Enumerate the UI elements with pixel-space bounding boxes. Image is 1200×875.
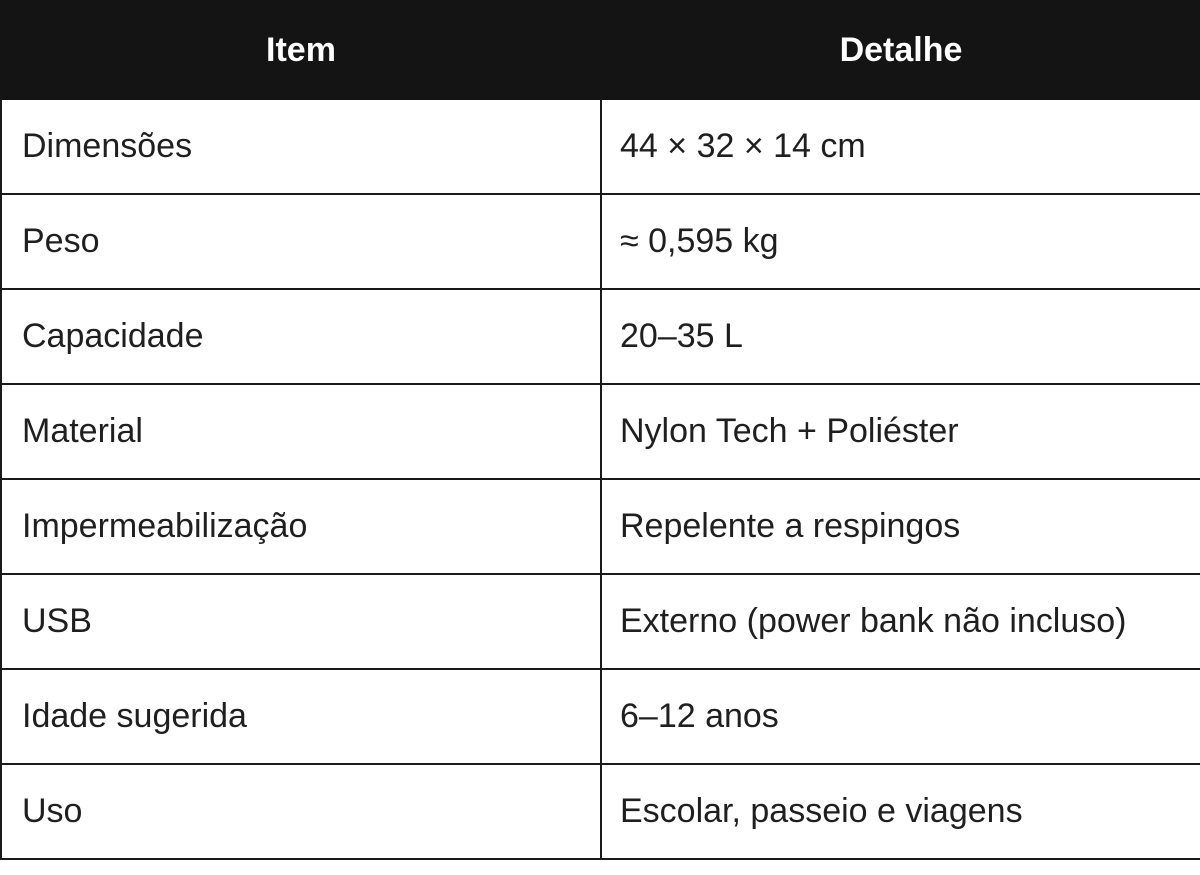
detail-cell: Repelente a respingos [601, 479, 1200, 574]
table-header [1, 1, 1200, 99]
table-row [1, 384, 1200, 479]
item-cell: Peso [1, 194, 601, 289]
item-cell: Uso [1, 764, 601, 859]
detail-cell: Externo (power bank não incluso) [601, 574, 1200, 669]
item-cell: Material [1, 384, 601, 479]
item-cell: USB [1, 574, 601, 669]
item-cell: Capacidade [1, 289, 601, 384]
table-row [1, 764, 1200, 859]
detail-cell: Escolar, passeio e viagens [601, 764, 1200, 859]
detail-cell: Nylon Tech + Poliéster [601, 384, 1200, 479]
table-row [1, 289, 1200, 384]
table-row [1, 669, 1200, 764]
item-cell: Idade sugerida [1, 669, 601, 764]
detail-cell: 44 × 32 × 14 cm [601, 99, 1200, 194]
detail-cell: 6–12 anos [601, 669, 1200, 764]
table-row [1, 194, 1200, 289]
header-row [1, 1, 1200, 99]
item-cell: Impermeabilização [1, 479, 601, 574]
item-cell: Dimensões [1, 99, 601, 194]
header-detail: Detalhe [601, 1, 1200, 99]
table-body [1, 99, 1200, 859]
detail-cell: 20–35 L [601, 289, 1200, 384]
table-row [1, 574, 1200, 669]
header-item: Item [1, 1, 601, 99]
table-row [1, 479, 1200, 574]
detail-cell: ≈ 0,595 kg [601, 194, 1200, 289]
table-row [1, 99, 1200, 194]
